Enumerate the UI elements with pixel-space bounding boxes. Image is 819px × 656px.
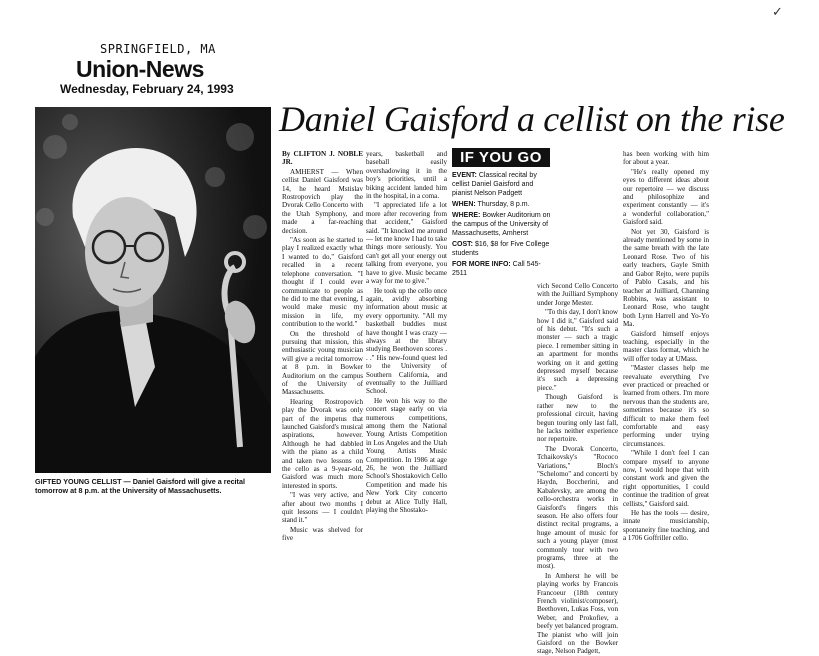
masthead-paper-name: Union-News (76, 56, 204, 82)
headline: Daniel Gaisford a cellist on the rise (279, 99, 785, 139)
event-details (452, 171, 554, 278)
paragraph: "As soon as he started to play I realized exactly what I wanted to do," Gaisford recalled in a recent telephone conversation. "I thought if I could ever communicate to people as he did to me that evening, I would make music my mission in life, my contribution to the world." (282, 236, 363, 329)
masthead-city: SPRINGFIELD, MA (100, 42, 216, 56)
paragraph: Not yet 30, Gaisford is already mentioned by some in the same breath with the late Leonard Rose. Two of his early teachers, Gayle Smith and Gabor Rejto, were pupils of Pablo Casals, and his teacher at Juilliard, Channing Robbins, was assistant to Leonard Rose, who taught both Lynn Harrell and Yo-Yo Ma. (623, 227, 709, 329)
article-column-4 (623, 150, 709, 543)
byline: By CLIFTON J. NOBLE JR. (282, 150, 363, 167)
paragraph: The Dvorak Concerto, Tchaikovsky's "Rococo Variations," Bloch's "Schelomo" and concerti by Haydn, Boccherini, and Kabalevsky, are among the cello-orchestra works in Gaisford's fingers this season. He also offers four distinct recital programs, a huge amount of music for such a young player (most commonly tour with two programs, three at the most). (537, 444, 618, 571)
paragraph: Though Gaisford is rather new to the professional circuit, having begun touring only last fall, he lacks neither experience nor repertoire. (537, 393, 618, 444)
paragraph: On the threshold of pursuing that mission, this enthusiastic young musician will give a recital tomorrow at 8 p.m. in Bowker Auditorium on the campus of the University of Massachusetts. (282, 329, 363, 397)
paragraph: Hearing Rostropovich play the Dvorak was only part of the impetus that launched Gaisford's musical aspirations, however. Although he had dabbled with the piano as a child and taken two lessons on the cello as a 9-year-old, Gaisford was much more interested in sports. (282, 397, 363, 490)
photo-caption: GIFTED YOUNG CELLIST — Daniel Gaisford will give a recital tomorrow at 8 p.m. at the University of Massachusetts. (35, 477, 245, 495)
paragraph: In Amherst he will be playing works by Francois Francoeur (18th century French violinist/composer), Beethoven, Lukas Foss, von Weber, and Prokofiev, a beefy yet balanced program. The pianist who will join Gaisford on the Bowker stage, Nelson Padgett, (537, 571, 618, 656)
paragraph: "I appreciated life a lot more after recovering from that accident," Gaisford said. "It knocked me around — let me know I had to take things more seriously. You can't get all your energy out talking from everyone, you have to give. Music became a way for me to give." (366, 201, 447, 286)
cost-line: COST: $16, $8 for Five College students (452, 241, 550, 257)
corner-check-mark: ✓ (772, 4, 783, 19)
if-you-go-box (452, 148, 612, 276)
paragraph: He has the tools — desire, innate musicianship, spontaneity fine teaching, and a 1706 Goffriller cello. (623, 509, 709, 543)
article-column-2 (366, 150, 447, 515)
masthead-date: Wednesday, February 24, 1993 (60, 82, 234, 96)
paragraph: "While I don't feel I can compare myself to anyone now, I would hope that with constant work and given the right opportunities, I could continue the tradition of great cellists," Gaisford said. (623, 449, 709, 508)
paragraph: Music was shelved for five (282, 525, 363, 543)
article-column-1 (282, 150, 363, 543)
paragraph: vich Second Cello Concerto with the Juilliard Symphony under Jorge Mester. (537, 282, 618, 307)
info-line: FOR MORE INFO: Call 545-2511 (452, 261, 541, 277)
cellist-photo (35, 107, 271, 473)
paragraph: "He's really opened my eyes to different ideas about our repertoire — we discuss and philosophize and experiment constantly — it's a wonderful collaboration," Gaisford said. (623, 167, 709, 227)
paragraph: He won his way to the concert stage early on via numerous competitions, among them the National Young Artists Competition in Los Angeles and the Utah Young Artists Music Competition. In 1986 at age 26, he won the Juilliard School's Shostakovich Cello Competition and made his New York City concerto debut at Alice Tully Hall, playing the Shostako- (366, 396, 447, 515)
where-line: WHERE: Bowker Auditorium on the campus of the University of Massachusetts, Amherst (452, 212, 551, 237)
paragraph: He took up the cello once again, avidly absorbing information about music at every opportunity. "All my basketball buddies must have thought I was crazy — always at the library studying Beethoven scores . . ." His new-found quest led to the University of Southern California, and eventually to the Juilliard School. (366, 286, 447, 396)
paragraph: Gaisford himself enjoys teaching, especially in the master class format, which he will offer today at UMass. (623, 329, 709, 363)
if-you-go-title: IF YOU GO (452, 148, 550, 167)
paragraph: "Master classes help me reevaluate everything I've ever practiced or preached or learned from others. I'm more nervous than the students are, sometimes because it's so difficult to make them feel comfortable and easy performing under trying circumstances. (623, 364, 709, 448)
paragraph: "To this day, I don't know how I did it," Gaisford said of his debut. "It's such a monster — such a tragic piece. I remember sitting in an apartment for months working on it and getting depressed myself because it's such a depressing piece." (537, 308, 618, 392)
paragraph: years, basketball and baseball easily overshadowing it in the boy's priorities, until a biking accident landed him in the hospital, in a coma. (366, 150, 447, 201)
event-line: EVENT: Classical recital by cellist Daniel Gaisford and pianist Nelson Padgett (452, 172, 537, 197)
paragraph: AMHERST — When cellist Daniel Gaisford was 14, he heard Mstislav Rostropovich play the Dvorak Cello Concerto with the Utah Symphony, and made a far-reaching decision. (282, 167, 363, 235)
when-line: WHEN: Thursday, 8 p.m. (452, 201, 530, 208)
paragraph: has been working with him for about a year. (623, 150, 709, 167)
cellist-portrait (35, 107, 271, 473)
paragraph: "I was very active, and after about two months I quit lessons — I couldn't stand it." (282, 491, 363, 525)
article-column-3 (537, 282, 618, 656)
